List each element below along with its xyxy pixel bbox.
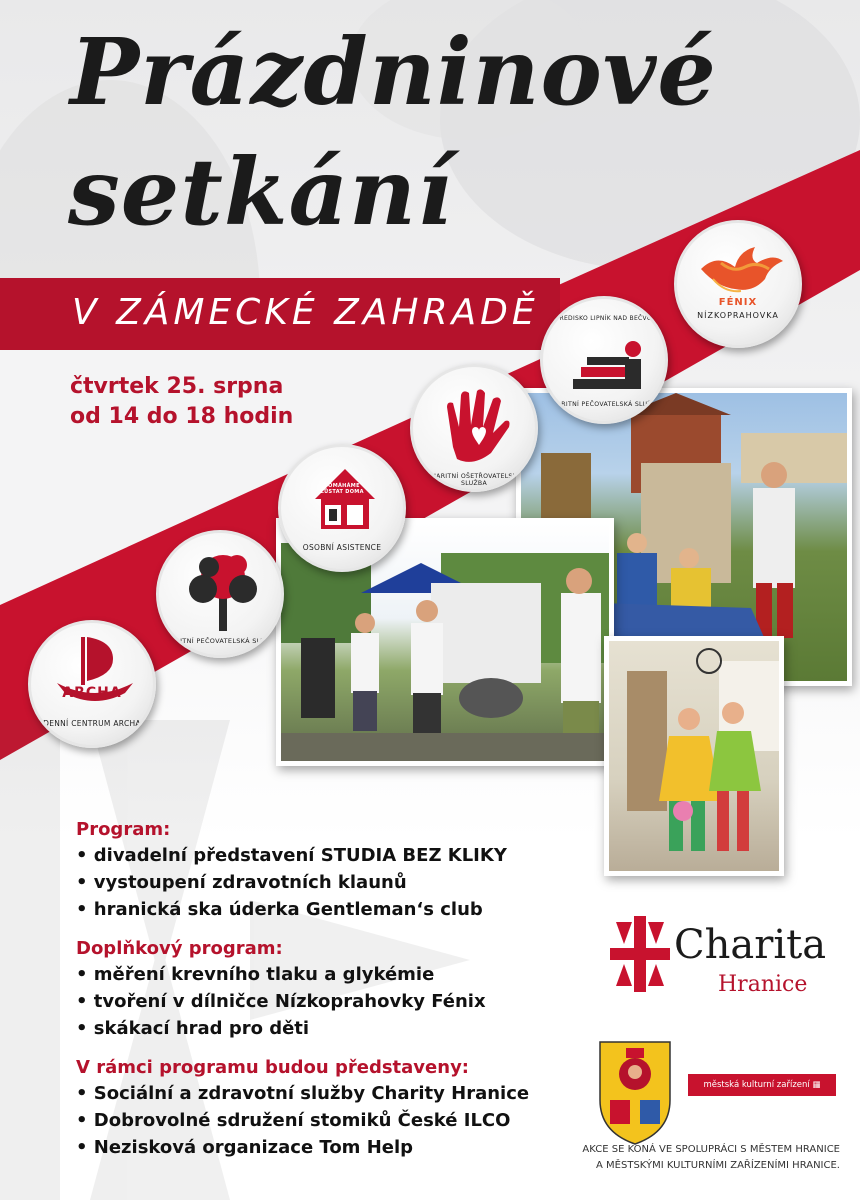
extra-item: • měření krevního tlaku a glykémie [76,964,435,985]
badge-lipnik-top-label: STŘEDISKO LIPNÍK NAD BEČVOU [551,315,657,322]
presented-item: • Dobrovolné sdružení stomiků České ILCO [76,1110,511,1131]
badge-fenix [674,220,802,348]
title-line-1: Prázdninové [70,18,717,126]
program-section [76,818,529,1161]
presented-heading: V rámci programu budou představeny: [76,1057,469,1078]
archa-logo-text: ARCHA [62,685,122,701]
phoenix-logo [677,223,802,348]
badge-lipnik [540,296,668,424]
hranice-coat-of-arms-icon [598,1040,672,1146]
date-day: čtvrtek 25. srpna [70,374,284,399]
badge-lipnik-label: CHARITNÍ PEČOVATELSKÁ SLUŽBA [547,401,661,408]
program-item: • divadelní představení STUDIA BEZ KLIKY [76,845,507,866]
subtitle: V ZÁMECKÉ ZAHRADĚ [72,292,539,333]
fenix-logo-text: FÉNIX [718,297,758,308]
badge-pecovatelska-label: CHARITNÍ PEČOVATELSKÁ SLUŽBA [160,637,280,645]
badge-osobni-asistence-label: OSOBNÍ ASISTENCE [302,543,382,552]
badge-archa-label: DENNÍ CENTRUM ARCHA [43,719,141,728]
footer-line-2: A MĚSTSKÝMI KULTURNÍMI ZAŘÍZENÍMI HRANICE. [596,1160,840,1171]
date-time: od 14 do 18 hodin [70,404,294,429]
title-line-2: setkání [68,138,454,246]
program-heading: Program: [76,819,171,840]
extra-item: • skákací hrad pro děti [76,1018,310,1039]
photo-clowns [604,636,784,876]
charita-name: Charita [674,922,827,968]
extra-item: • tvoření v dílničce Nízkoprahovky Fénix [76,991,486,1012]
clowns-photo-scene [609,641,784,876]
charita-city: Hranice [718,972,808,997]
badge-osetrovatelska-label: CHARITNÍ OŠETŘOVATELSKÁ SLUŽBA [426,473,522,487]
footer-note [560,1142,840,1174]
mkz-logo: městská kulturní zařízení ▦ hranice [688,1074,836,1096]
program-item: • vystoupení zdravotních klaunů [76,872,407,893]
presented-item: • Sociální a zdravotní služby Charity Hranice [76,1083,530,1104]
badge-archa [28,620,156,748]
badge-osetrovatelska [410,364,538,492]
badge-pecovatelska [156,530,284,658]
house-logo [281,447,406,572]
badge-fenix-label: NÍZKOPRAHOVKA [697,311,779,320]
presented-item: • Nezisková organizace Tom Help [76,1137,414,1158]
badge-osobni-asistence [278,444,406,572]
event-date [70,372,293,432]
footer-line-1: AKCE SE KONÁ VE SPOLUPRÁCI S MĚSTEM HRANICE [582,1144,840,1155]
house-logo-text: POMÁHÁME ZŮSTAT DOMA [320,483,364,495]
extra-heading: Doplňkový program: [76,938,283,959]
program-item: • hranická ska úderka Gentleman‘s club [76,899,483,920]
charita-cross-icon [610,916,670,992]
